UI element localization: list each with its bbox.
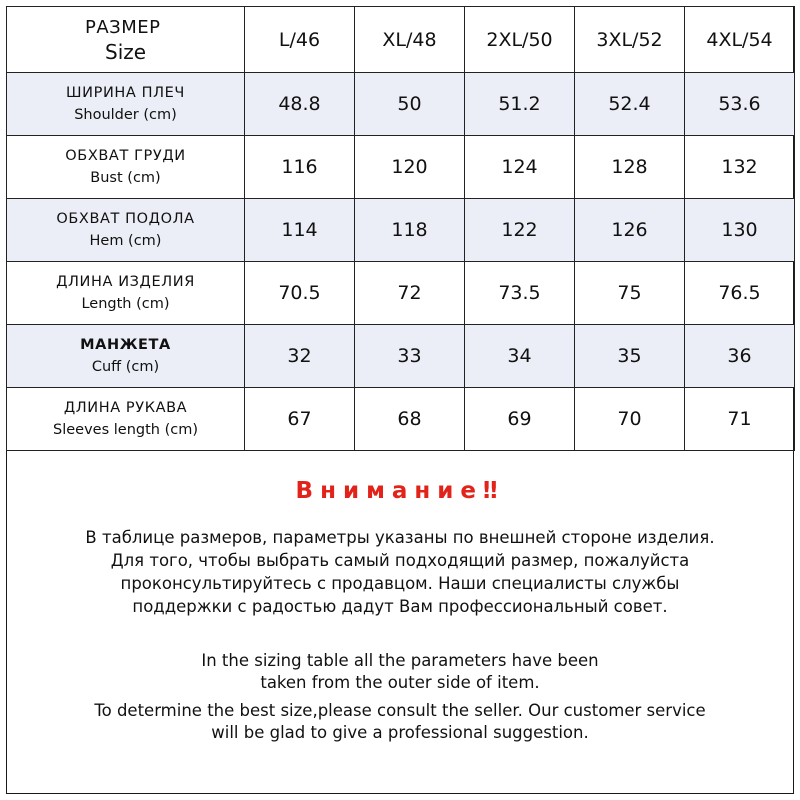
- row-label-ru: ДЛИНА РУКАВА: [63, 400, 188, 416]
- measurement-value: 53.6: [718, 93, 761, 115]
- row-label-ru: ШИРИНА ПЛЕЧ: [66, 85, 185, 101]
- value-cell: [685, 73, 795, 136]
- table-row-sleeves: [7, 388, 795, 451]
- size-chart-table: [6, 6, 795, 451]
- row-label-cell: [7, 388, 245, 451]
- measurement-value: 124: [501, 156, 538, 178]
- note-line: In the sizing table all the parameters have been: [201, 651, 599, 670]
- value-cell: [245, 325, 355, 388]
- table-row-cuff: [7, 325, 795, 388]
- row-label-en: Bust (cm): [90, 170, 161, 186]
- measurement-value: 114: [281, 219, 318, 241]
- measurement-value: 126: [611, 219, 648, 241]
- note-line: В таблице размеров, параметры указаны по внешней стороне изделия.: [85, 528, 715, 547]
- table-row-hem: [7, 199, 795, 262]
- value-cell: [245, 73, 355, 136]
- measurement-value: 51.2: [498, 93, 541, 115]
- row-label-en: Hem (cm): [89, 233, 162, 249]
- value-cell: [575, 73, 685, 136]
- measurement-value: 73.5: [498, 282, 541, 304]
- row-label-cell: [7, 325, 245, 388]
- measurement-value: 67: [287, 408, 312, 430]
- value-cell: [465, 262, 575, 325]
- measurement-value: 35: [617, 345, 642, 367]
- value-cell: [575, 199, 685, 262]
- measurement-value: 128: [611, 156, 648, 178]
- value-cell: [685, 199, 795, 262]
- measurement-value: 33: [397, 345, 422, 367]
- header-label-en: Size: [105, 39, 147, 64]
- measurement-value: 69: [507, 408, 532, 430]
- measurement-value: 50: [397, 93, 422, 115]
- measurement-value: 76.5: [718, 282, 761, 304]
- measurement-value: 36: [727, 345, 752, 367]
- measurement-value: 120: [391, 156, 428, 178]
- row-label-ru: ОБХВАТ ГРУДИ: [65, 148, 186, 164]
- row-label-en: Length (cm): [81, 296, 170, 312]
- value-cell: [685, 262, 795, 325]
- row-label-cell: [7, 73, 245, 136]
- notes-english: [0, 650, 800, 744]
- size-header-cell: [685, 7, 795, 73]
- row-label-en: Shoulder (cm): [74, 107, 177, 123]
- value-cell: [465, 73, 575, 136]
- value-cell: [355, 136, 465, 199]
- value-cell: [685, 136, 795, 199]
- measurement-value: 70: [617, 408, 642, 430]
- size-header-cell: [355, 7, 465, 73]
- measurement-value: 34: [507, 345, 532, 367]
- measurement-value: 72: [397, 282, 422, 304]
- measurement-value: 130: [721, 219, 758, 241]
- measurement-value: 122: [501, 219, 538, 241]
- measurement-value: 68: [397, 408, 422, 430]
- table-row-length: [7, 262, 795, 325]
- row-label-cell: [7, 262, 245, 325]
- measurement-value: 32: [287, 345, 312, 367]
- measurement-value: 118: [391, 219, 428, 241]
- header-label-ru: РАЗМЕР: [85, 16, 161, 38]
- table-row-bust: [7, 136, 795, 199]
- row-label-en: Sleeves length (cm): [53, 422, 198, 438]
- value-cell: [575, 325, 685, 388]
- size-header-cell: [465, 7, 575, 73]
- value-cell: [575, 136, 685, 199]
- value-cell: [245, 136, 355, 199]
- value-cell: [245, 262, 355, 325]
- size-label: 2XL/50: [486, 28, 553, 51]
- measurement-value: 70.5: [278, 282, 321, 304]
- size-label: L/46: [278, 28, 321, 51]
- table-header-row: [7, 7, 795, 73]
- measurement-value: 71: [727, 408, 752, 430]
- measurement-value: 52.4: [608, 93, 651, 115]
- size-header-cell: [245, 7, 355, 73]
- row-label-cell: [7, 136, 245, 199]
- table-row-shoulder: [7, 73, 795, 136]
- measurement-value: 48.8: [278, 93, 321, 115]
- size-label: 3XL/52: [596, 28, 663, 51]
- measurement-value: 116: [281, 156, 318, 178]
- value-cell: [355, 388, 465, 451]
- measurement-value: 75: [617, 282, 642, 304]
- size-header-cell: [575, 7, 685, 73]
- row-label-ru: ДЛИНА ИЗДЕЛИЯ: [56, 274, 195, 290]
- size-label: 4XL/54: [706, 28, 773, 51]
- size-label: XL/48: [382, 28, 437, 51]
- attention-heading: Внимание‼: [295, 478, 505, 504]
- header-label-cell: [7, 7, 245, 73]
- value-cell: [575, 262, 685, 325]
- note-line: taken from the outer side of item.: [260, 673, 540, 692]
- value-cell: [465, 325, 575, 388]
- value-cell: [465, 136, 575, 199]
- row-label-ru: ОБХВАТ ПОДОЛА: [56, 211, 195, 227]
- note-line: To determine the best size,please consult the seller. Our customer service: [94, 701, 706, 720]
- note-line: поддержки с радостью дадут Вам профессиональный совет.: [132, 597, 668, 616]
- note-line: will be glad to give a professional suggestion.: [211, 723, 589, 742]
- value-cell: [465, 388, 575, 451]
- notes-russian: [0, 526, 800, 618]
- value-cell: [575, 388, 685, 451]
- value-cell: [465, 199, 575, 262]
- value-cell: [355, 199, 465, 262]
- row-label-ru: МАНЖЕТА: [80, 337, 171, 353]
- measurement-value: 132: [721, 156, 758, 178]
- row-label-en: Cuff (cm): [91, 359, 160, 375]
- value-cell: [355, 325, 465, 388]
- value-cell: [245, 388, 355, 451]
- value-cell: [245, 199, 355, 262]
- value-cell: [355, 73, 465, 136]
- value-cell: [355, 262, 465, 325]
- note-line: Для того, чтобы выбрать самый подходящий размер, пожалуйста: [110, 551, 690, 570]
- value-cell: [685, 388, 795, 451]
- value-cell: [685, 325, 795, 388]
- note-line: проконсультируйтесь с продавцом. Наши специалисты службы: [120, 574, 680, 593]
- row-label-cell: [7, 199, 245, 262]
